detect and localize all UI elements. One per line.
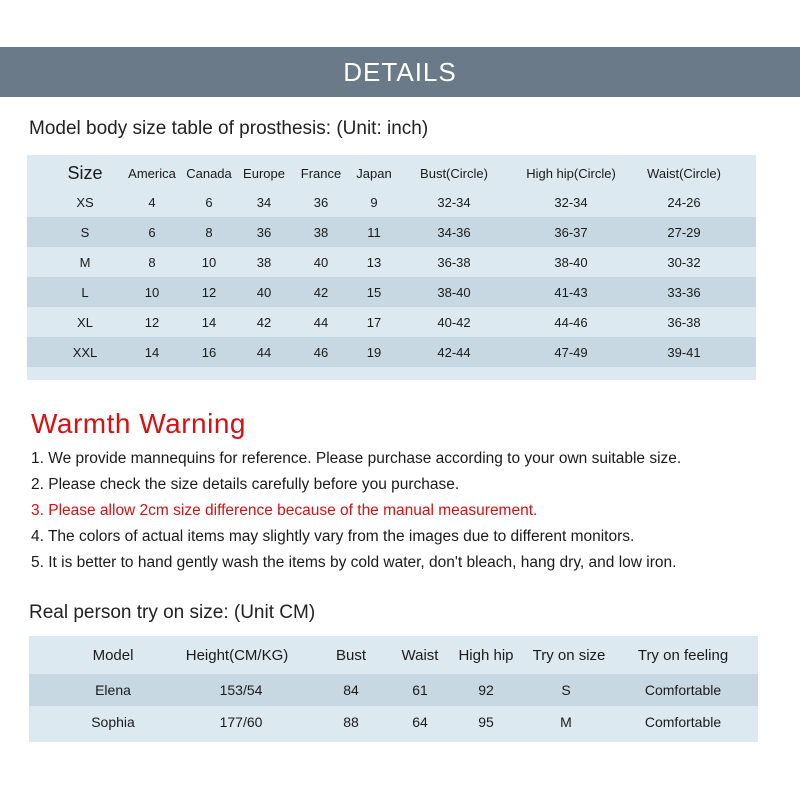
warning-note-1: 1. We provide mannequins for reference. Please purchase according to your own suitable size. — [31, 450, 682, 467]
table-row — [27, 247, 756, 277]
column-header: Waist — [401, 646, 439, 664]
table-row — [27, 217, 756, 247]
model-name: Elena — [95, 682, 131, 698]
table-cell: 44 — [313, 314, 329, 330]
table-cell: 84 — [343, 682, 359, 698]
table-cell: 95 — [478, 714, 494, 730]
column-header: France — [300, 165, 342, 181]
warning-note-4: 4. The colors of actual items may slightly vary from the images due to different monitors. — [31, 528, 635, 545]
table-cell: 8 — [148, 254, 156, 270]
table-cell: 16 — [201, 344, 217, 360]
column-header: High hip(Circle) — [526, 165, 616, 181]
column-header: Bust — [335, 646, 367, 664]
column-header: Try on size — [532, 646, 606, 664]
table-cell: 44-46 — [554, 314, 588, 330]
column-header: Canada — [186, 165, 232, 181]
table-row — [29, 706, 758, 738]
column-header: Japan — [356, 165, 392, 181]
table-cell: 10 — [201, 254, 217, 270]
table-cell: 6 — [148, 224, 156, 240]
table-cell: 9 — [370, 194, 378, 210]
table-cell: 15 — [366, 284, 382, 300]
table-row — [29, 674, 758, 706]
table-cell: 19 — [366, 344, 382, 360]
column-header: Bust(Circle) — [420, 165, 488, 181]
table-cell: 92 — [478, 682, 494, 698]
details-banner — [0, 47, 800, 97]
table-cell: 12 — [144, 314, 160, 330]
table-cell: 64 — [412, 714, 428, 730]
table-cell: 32-34 — [437, 194, 471, 210]
table-cell: 24-26 — [667, 194, 701, 210]
table-cell: 38 — [313, 224, 329, 240]
size-table — [27, 155, 756, 380]
table-row — [27, 187, 756, 217]
size-cell: XS — [76, 194, 94, 210]
table-cell: 17 — [366, 314, 382, 330]
table-cell: 14 — [201, 314, 217, 330]
table-cell: 36 — [256, 224, 272, 240]
table-cell: S — [561, 682, 571, 698]
table-cell: Comfortable — [644, 714, 722, 730]
table-cell: 46 — [313, 344, 329, 360]
table-cell: 40 — [256, 284, 272, 300]
column-header: America — [128, 165, 176, 181]
table-cell: 40 — [313, 254, 329, 270]
table-cell: 32-34 — [554, 194, 588, 210]
table-cell: 36-37 — [554, 224, 588, 240]
table-cell: 38 — [256, 254, 272, 270]
column-header: Height(CM/KG) — [185, 646, 289, 664]
table-cell: 42 — [256, 314, 272, 330]
size-table-heading: Model body size table of prosthesis: (Unit: inch) — [29, 118, 429, 139]
table-cell: 4 — [148, 194, 156, 210]
table-cell: 38-40 — [554, 254, 588, 270]
table-cell: 6 — [205, 194, 213, 210]
table-cell: 12 — [201, 284, 217, 300]
column-header: High hip — [458, 646, 514, 664]
table-cell: 34-36 — [437, 224, 471, 240]
table-cell: 42-44 — [437, 344, 471, 360]
table-cell: 30-32 — [667, 254, 701, 270]
model-name: Sophia — [91, 714, 135, 730]
table-cell: 11 — [367, 224, 381, 240]
table-cell: 177/60 — [219, 714, 263, 730]
column-header: Size — [67, 162, 103, 183]
table-cell: 41-43 — [554, 284, 588, 300]
try-on-table — [29, 636, 758, 742]
warmth-warning-title: Warmth Warning — [31, 408, 246, 439]
table-cell: 44 — [256, 344, 272, 360]
table-cell: 8 — [205, 224, 213, 240]
column-header: Try on feeling — [637, 646, 729, 664]
table-cell: 38-40 — [437, 284, 471, 300]
table-cell: 27-29 — [667, 224, 701, 240]
table-cell: 39-41 — [667, 344, 701, 360]
table-cell: 36 — [313, 194, 329, 210]
person-table-heading: Real person try on size: (Unit CM) — [29, 602, 316, 623]
table-cell: Comfortable — [644, 682, 722, 698]
table-row — [27, 307, 756, 337]
table-cell: 153/54 — [219, 682, 263, 698]
table-cell: 42 — [313, 284, 329, 300]
table-cell: 10 — [144, 284, 160, 300]
warning-note-5: 5. It is better to hand gently wash the items by cold water, don't bleach, hang dry, and low iron. — [31, 554, 677, 571]
table-cell: 61 — [412, 682, 428, 698]
column-header: Model — [92, 646, 134, 664]
table-cell: 36-38 — [437, 254, 471, 270]
size-table-header — [27, 157, 756, 189]
table-cell: 33-36 — [667, 284, 701, 300]
size-cell: L — [81, 284, 89, 300]
table-row — [27, 337, 756, 367]
warning-note-3: 3. Please allow 2cm size difference because of the manual measurement. — [31, 502, 538, 519]
table-cell: 13 — [366, 254, 382, 270]
table-cell: 47-49 — [554, 344, 588, 360]
table-cell: 36-38 — [667, 314, 701, 330]
table-cell: 88 — [343, 714, 359, 730]
size-cell: S — [80, 224, 90, 240]
size-cell: XL — [77, 314, 93, 330]
table-cell: M — [560, 714, 572, 730]
table-cell: 34 — [256, 194, 272, 210]
size-cell: XXL — [72, 344, 98, 360]
try-on-table-header — [29, 636, 758, 674]
banner-title: DETAILS — [343, 56, 457, 87]
size-cell: M — [79, 254, 91, 270]
column-header: Europe — [243, 165, 285, 181]
table-cell: 14 — [144, 344, 160, 360]
column-header: Waist(Circle) — [647, 165, 721, 181]
warning-note-2: 2. Please check the size details carefully before you purchase. — [31, 476, 460, 493]
table-cell: 40-42 — [437, 314, 471, 330]
table-row — [27, 277, 756, 307]
